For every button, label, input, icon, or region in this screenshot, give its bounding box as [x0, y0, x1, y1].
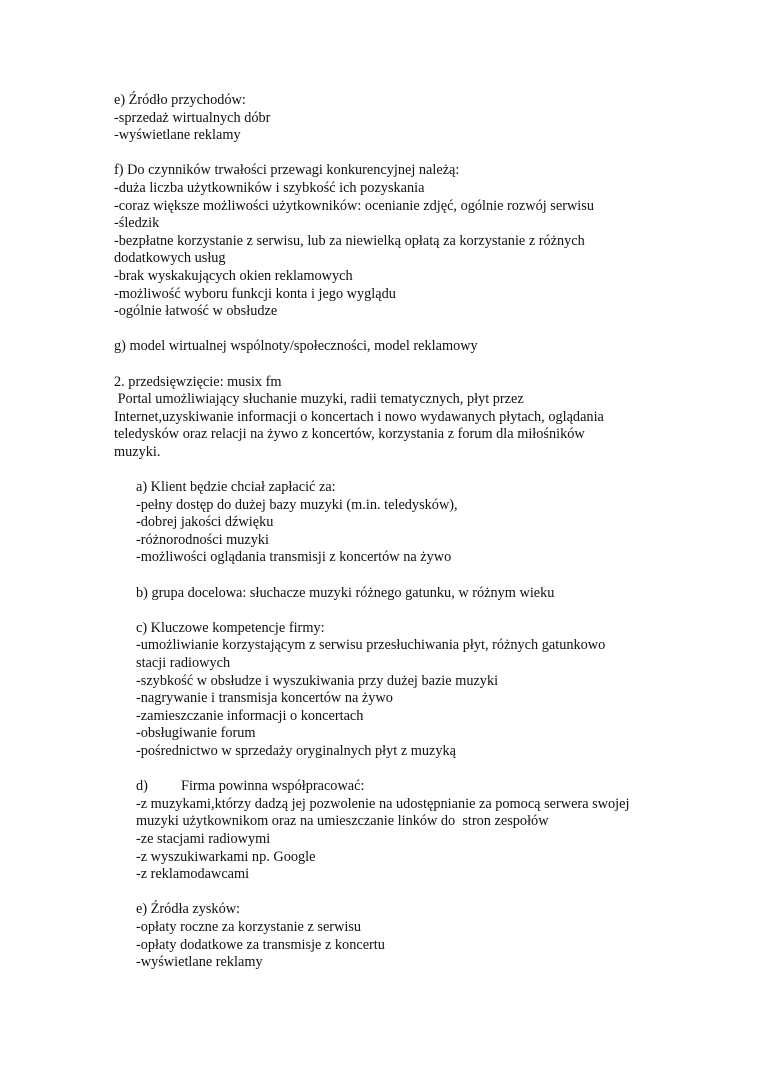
subsection-d-item: muzyki użytkownikom oraz na umieszczanie linków do stron zespołów — [136, 813, 549, 830]
subsection-e-item: -opłaty roczne za korzystanie z serwisu — [136, 918, 362, 935]
venture-2 — [114, 374, 674, 462]
subsection-c-item: -szybkość w obsłudze i wyszukiwania przy dużej bazie muzyki — [136, 672, 499, 689]
subsection-c-item: stacji radiowych — [136, 655, 231, 671]
subsection-a-item: -różnorodności muzyki — [136, 531, 270, 548]
subsection-c-item: -umożliwianie korzystającym z serwisu przesłuchiwania płyt, różnych gatunkowo — [136, 637, 606, 654]
subsection-c-item: -pośrednictwo w sprzedaży oryginalnych płyt z muzyką — [136, 742, 456, 759]
subsection-d-heading-line — [136, 778, 674, 796]
section-f-item: -ogólnie łatwość w obsłudze — [114, 303, 278, 320]
section-f-item: -bezpłatne korzystanie z serwisu, lub za niewielką opłatą za korzystanie z różnych — [114, 232, 585, 249]
section-f-competitive-advantage — [114, 162, 674, 320]
subsection-c-heading: c) Kluczowe kompetencje firmy: — [136, 619, 325, 636]
venture-2-description-line: Portal umożliwiający słuchanie muzyki, radii tematycznych, płyt przez — [114, 391, 524, 408]
section-e-item: -wyświetlane reklamy — [114, 127, 241, 144]
subsection-c-item: -nagrywanie i transmisja koncertów na żywo — [136, 690, 393, 707]
subsection-e-item: -opłaty dodatkowe za transmisje z koncertu — [136, 936, 385, 953]
section-e-item: -sprzedaż wirtualnych dóbr — [114, 109, 271, 126]
subsection-c-item: -obsługiwanie forum — [136, 725, 256, 742]
venture-2-description-line: teledysków oraz relacji na żywo z koncertów, korzystania z forum dla miłośników — [114, 426, 585, 443]
section-e-heading: e) Źródło przychodów: — [114, 92, 246, 108]
venture-2-heading: 2. przedsięwzięcie: musix fm — [114, 373, 282, 390]
venture-2-description-line: Internet,uzyskiwanie informacji o koncertach i nowo wydawanych płytach, oglądania — [114, 408, 604, 425]
section-g-business-model — [114, 338, 674, 356]
section-f-item: -możliwość wyboru funkcji konta i jego wyglądu — [114, 285, 396, 302]
document-body — [114, 92, 674, 989]
subsection-c-item: -zamieszczanie informacji o koncertach — [136, 707, 364, 724]
section-g-text: g) model wirtualnej wspólnoty/społeczności, model reklamowy — [114, 338, 478, 355]
subsection-d-heading: Firma powinna współpracować: — [181, 778, 365, 795]
subsection-a-item: -możliwości oglądania transmisji z koncertów na żywo — [136, 549, 452, 566]
subsection-d-item: -ze stacjami radiowymi — [136, 830, 271, 847]
subsection-e-profit-sources — [114, 901, 674, 971]
subsection-e-heading: e) Źródła zysków: — [136, 901, 241, 918]
subsection-d-partners — [114, 778, 674, 884]
section-f-item: dodatkowych usług — [114, 250, 226, 267]
subsection-a-heading: a) Klient będzie chciał zapłacić za: — [136, 479, 336, 496]
venture-2-description-line: muzyki. — [114, 443, 161, 460]
subsection-d-item: -z wyszukiwarkami np. Google — [136, 848, 316, 865]
subsection-b-target-group — [114, 585, 674, 603]
subsection-a-item: -pełny dostęp do dużej bazy muzyki (m.in. teledysków), — [136, 496, 458, 513]
subsection-a-customer-pays — [114, 479, 674, 567]
section-f-item: -śledzik — [114, 215, 160, 232]
section-e-revenue-source — [114, 92, 674, 145]
section-f-item: -coraz większe możliwości użytkowników: ocenianie zdjęć, ogólnie rozwój serwisu — [114, 197, 594, 214]
subsection-b-text: b) grupa docelowa: słuchacze muzyki różnego gatunku, w różnym wieku — [136, 584, 555, 601]
section-f-heading: f) Do czynników trwałości przewagi konkurencyjnej należą: — [114, 162, 460, 179]
section-f-item: -duża liczba użytkowników i szybkość ich pozyskania — [114, 179, 425, 196]
subsection-c-key-competencies — [114, 620, 674, 761]
section-f-item: -brak wyskakujących okien reklamowych — [114, 267, 353, 284]
subsection-d-item: -z reklamodawcami — [136, 866, 250, 883]
subsection-e-item: -wyświetlane reklamy — [136, 954, 263, 971]
subsection-d-label: d) — [136, 778, 148, 795]
subsection-a-item: -dobrej jakości dźwięku — [136, 514, 274, 531]
subsection-d-item: -z muzykami,którzy dadzą jej pozwolenie na udostępnianie za pomocą serwera swojej — [136, 795, 630, 812]
